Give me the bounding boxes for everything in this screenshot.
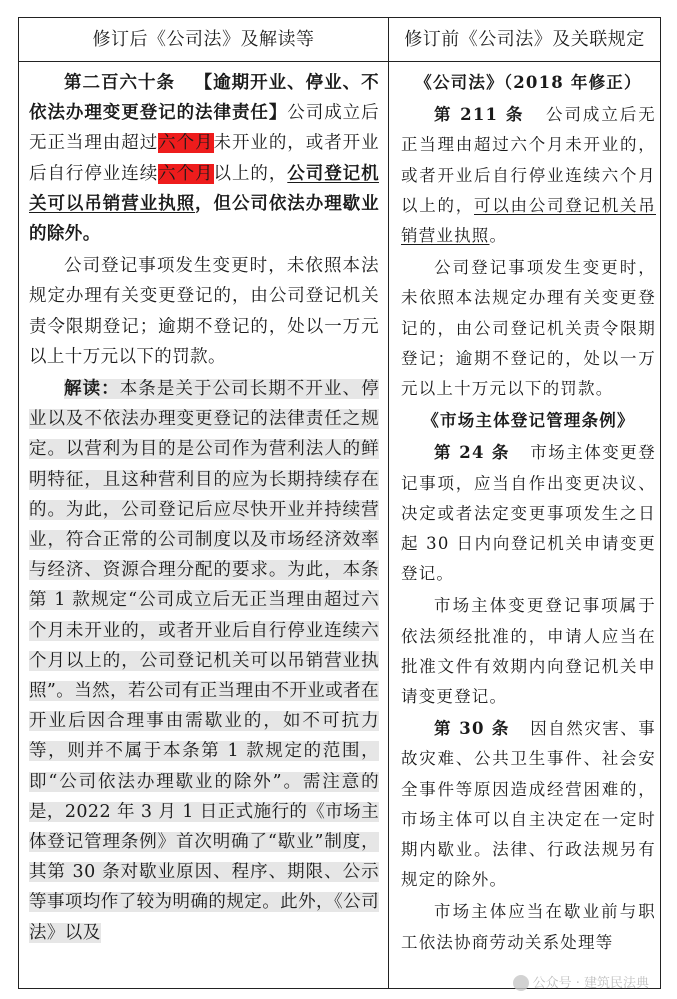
article-30-number: 第 30 条 <box>434 719 510 739</box>
header-divider <box>19 61 660 62</box>
article-211-underlined: 可以由公司登记机关吊销营业执照 <box>401 195 656 246</box>
law1-title: 《公司法》（2018 年修正） <box>415 73 642 92</box>
article-211-text-b: 。 <box>489 226 508 246</box>
header-right: 修订前《公司法》及关联规定 <box>404 29 645 50</box>
article-text-b: 未开业的，或者开业后自行停业连续 <box>29 133 379 184</box>
wechat-icon <box>513 975 529 991</box>
article-260-paragraph-1 <box>29 68 379 249</box>
underlined-revocation: 公司登记机关可以吊销营业执照 <box>29 163 379 214</box>
article-24-number: 第 24 条 <box>434 443 510 463</box>
article-211-paragraph-2: 公司登记事项发生变更时，未依照本法规定办理有关变更登记的，由公司登记机关责令限期登记；逾期不登记的，处以一万元以上十万元以下的罚款。 <box>401 258 656 399</box>
header-left: 修订后《公司法》及解读等 <box>92 29 315 50</box>
article-title: 【逾期开业、停业、不依法办理变更登记的法律责任】 <box>29 73 379 124</box>
article-260-paragraph-2: 公司登记事项发生变更时，未依照本法规定办理有关变更登记的，由公司登记机关责令限期登记；逾期不登记的，处以一万元以上十万元以下的罚款。 <box>29 256 379 367</box>
article-text-d: ，但公司依法办理歇业的除外。 <box>29 193 379 245</box>
article-number: 第二百六十条 <box>64 73 175 93</box>
highlight-six-months-2: 六个月 <box>158 163 214 184</box>
article-30-paragraph-1 <box>401 714 656 895</box>
interpretation-paragraph <box>29 374 379 948</box>
article-211-text-a: 公司成立后无正当理由超过六个月未开业的，或者开业后自行停业连续六个月以上的， <box>401 105 656 215</box>
article-24-text: 市场主体变更登记事项，应当自作出变更决议、决定或者法定变更事项发生之日起 30 日内向登记机关申请变更登记。 <box>401 443 656 584</box>
column-divider <box>388 18 389 988</box>
article-24-paragraph-1 <box>401 438 656 589</box>
article-24-paragraph-2: 市场主体变更登记事项属于依法须经批准的，申请人应当在批准文件有效期内向登记机关申请变更登记。 <box>401 596 656 707</box>
law2-title: 《市场主体登记管理条例》 <box>422 411 635 431</box>
comparison-table <box>18 17 661 989</box>
right-column <box>401 68 656 988</box>
highlight-six-months-1: 六个月 <box>158 133 214 154</box>
article-211-paragraph-1 <box>401 100 656 251</box>
left-column <box>29 68 379 988</box>
watermark <box>513 972 649 992</box>
article-211-number: 第 211 条 <box>434 105 525 125</box>
article-text-a: 公司成立后无正当理由超过 <box>29 103 379 154</box>
watermark-text: 公众号 · 建筑民法典 <box>532 975 649 991</box>
interpretation-text: 本条是关于公司长期不开业、停业以及不依法办理变更登记的法律责任之规定。以营利为目的是公司作为营利法人的鲜明特征，且这种营利目的应为长期持续存在的。为此，公司登记后应尽快开业并持续营业，符合正常的公司制度以及市场经济效率与经济、资源合理分配的要求。为此，本条第 1 款规定“公司成立后无正当理由超过六个月未开业的，或者开业后自行停业连续六个月以上的，公司登记机关可以吊销营业执照”。当然，若公司有正当理由不开业或者在开业后因合理事由需歇业的，如不可抗力等，则并不属于本条第 1 款规定的范围，即“公司依法办理歇业的除外”。需注意的是，2022 年 3 月 1 日正式施行的《市场主体登记管理条例》首次明确了“歇业”制度，其第 30 条对歇业原因、程序、期限、公示等事项均作了较为明确的规定。此外，《公司法》以及 <box>29 379 379 943</box>
article-30-paragraph-2: 市场主体应当在歇业前与职工依法协商劳动关系处理等 <box>401 902 656 952</box>
interpretation-label: 解读： <box>64 379 120 400</box>
article-text-c: 以上的， <box>213 163 288 184</box>
article-30-text: 因自然灾害、事故灾难、公共卫生事件、社会安全事件等原因造成经营困难的，市场主体可以自主决定在一定时期内歇业。法律、行政法规另有规定的除外。 <box>401 719 656 890</box>
